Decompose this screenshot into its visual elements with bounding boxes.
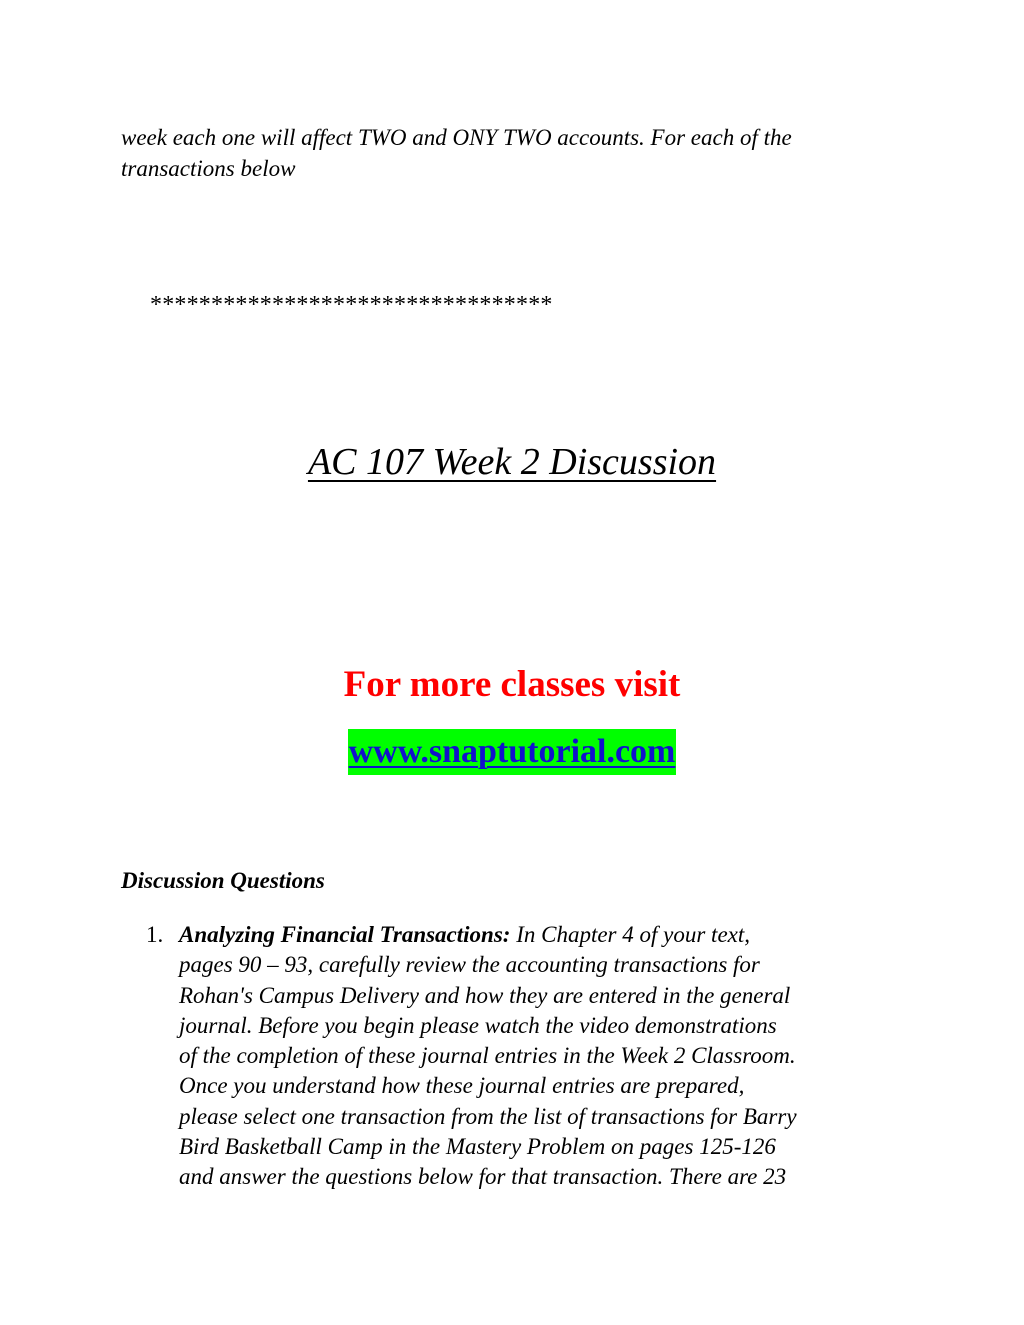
promo-link-container [0,729,1024,775]
question-body [179,920,939,1193]
question-line: please select one transaction from the list of transactions for Barry [179,1103,797,1129]
separator-stars: ********************************* [150,292,553,318]
snaptutorial-link[interactable]: www.snaptutorial.com [348,729,677,775]
question-line: journal. Before you begin please watch the video demonstrations [179,1012,777,1038]
question-lead: Analyzing Financial Transactions: [179,922,511,947]
page-title [0,438,1024,486]
question-line: Rohan's Campus Delivery and how they are entered in the general [179,982,791,1008]
question-line: Once you understand how these journal entries are prepared, [179,1073,745,1099]
promo-text: For more classes visit [343,664,681,705]
question-line: pages 90 – 93, carefully review the accounting transactions for [179,952,760,978]
question-line: In Chapter 4 of your text, [510,922,750,947]
question-line: Bird Basketball Camp in the Mastery Problem on pages 125-126 [179,1134,776,1160]
question-line: of the completion of these journal entries in the Week 2 Classroom. [179,1043,796,1069]
intro-line: week each one will affect TWO and ONY TWO accounts. For each of the [121,125,792,150]
page-title-text: AC 107 Week 2 Discussion [307,441,717,483]
intro-line: transactions below [121,156,296,181]
question-first-line [179,920,939,950]
intro-paragraph [121,122,921,184]
question-line: and answer the questions below for that transaction. There are 23 [179,1164,787,1190]
question-number: 1. [146,922,164,947]
section-heading: Discussion Questions [121,868,325,893]
